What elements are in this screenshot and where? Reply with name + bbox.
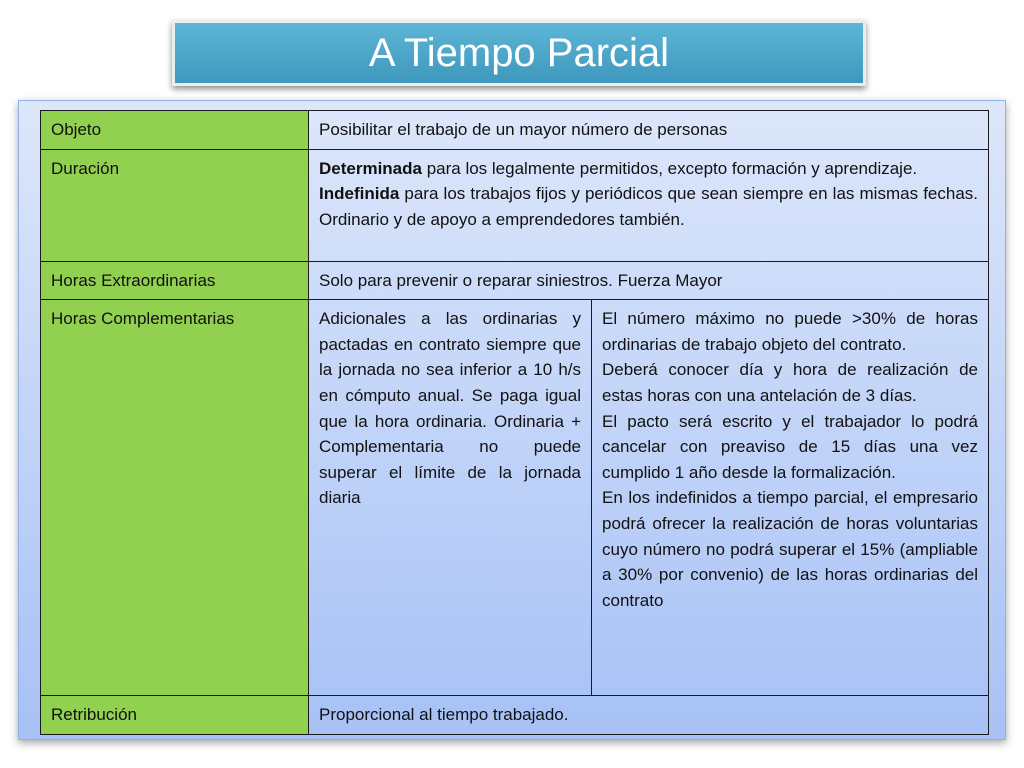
complementarias-paragraph: En los indefinidos a tiempo parcial, el empresario podrá ofrecer la realización de horas voluntarias cuyo número no podrá superar el 15% (ampliable a 30% por convenio) de las horas ordinarias del contrato <box>602 488 979 610</box>
duracion-indefinida <box>319 181 978 232</box>
row-label-retribucion: Retribución <box>41 696 309 735</box>
row-value-duracion <box>309 149 989 261</box>
row-label-objeto: Objeto <box>41 111 309 150</box>
slide-title: A Tiempo Parcial <box>368 30 670 75</box>
duracion-determinada <box>319 156 978 182</box>
row-value-horas-complementarias-left: Adicionales a las ordinarias y pactadas en contrato siempre que la jornada no sea inferior a 10 h/s en cómputo anual. Se paga igual que la hora ordinaria. Ordinaria + Complementaria no puede superar el límite de la jornada diaria <box>309 300 592 696</box>
row-label-horas-complementarias: Horas Complementarias <box>41 300 309 696</box>
table-row-objeto <box>41 111 989 150</box>
indefinida-text: para los trabajos fijos y periódicos que sean siempre en las mismas fechas. Ordinario y de apoyo a emprendedores también. <box>319 184 979 229</box>
conditions-table <box>40 110 989 735</box>
complementarias-paragraph: El número máximo no puede >30% de horas ordinarias de trabajo objeto del contrato. <box>602 309 979 354</box>
row-value-retribucion: Proporcional al tiempo trabajado. <box>309 696 989 735</box>
row-label-duracion: Duración <box>41 149 309 261</box>
determinada-text: para los legalmente permitidos, excepto formación y aprendizaje. <box>421 158 918 178</box>
indefinida-term: Indefinida <box>319 184 400 204</box>
slide-title-bar <box>172 20 866 86</box>
complementarias-paragraph: El pacto será escrito y el trabajador lo podrá cancelar con preaviso de 15 días una vez cumplido 1 año desde la formalización. <box>602 411 979 482</box>
row-label-horas-extraordinarias: Horas Extraordinarias <box>41 261 309 300</box>
table-row-duracion <box>41 149 989 261</box>
complementarias-paragraph: Deberá conocer día y hora de realización de estas horas con una antelación de 3 días. <box>602 360 979 405</box>
table-row-retribucion <box>41 696 989 735</box>
table-row-horas-extraordinarias <box>41 261 989 300</box>
determinada-term: Determinada <box>319 158 422 178</box>
table-row-horas-complementarias <box>41 300 989 696</box>
row-value-horas-extraordinarias: Solo para prevenir o reparar siniestros. Fuerza Mayor <box>309 261 989 300</box>
row-value-objeto: Posibilitar el trabajo de un mayor número de personas <box>309 111 989 150</box>
row-value-horas-complementarias-right <box>592 300 989 696</box>
